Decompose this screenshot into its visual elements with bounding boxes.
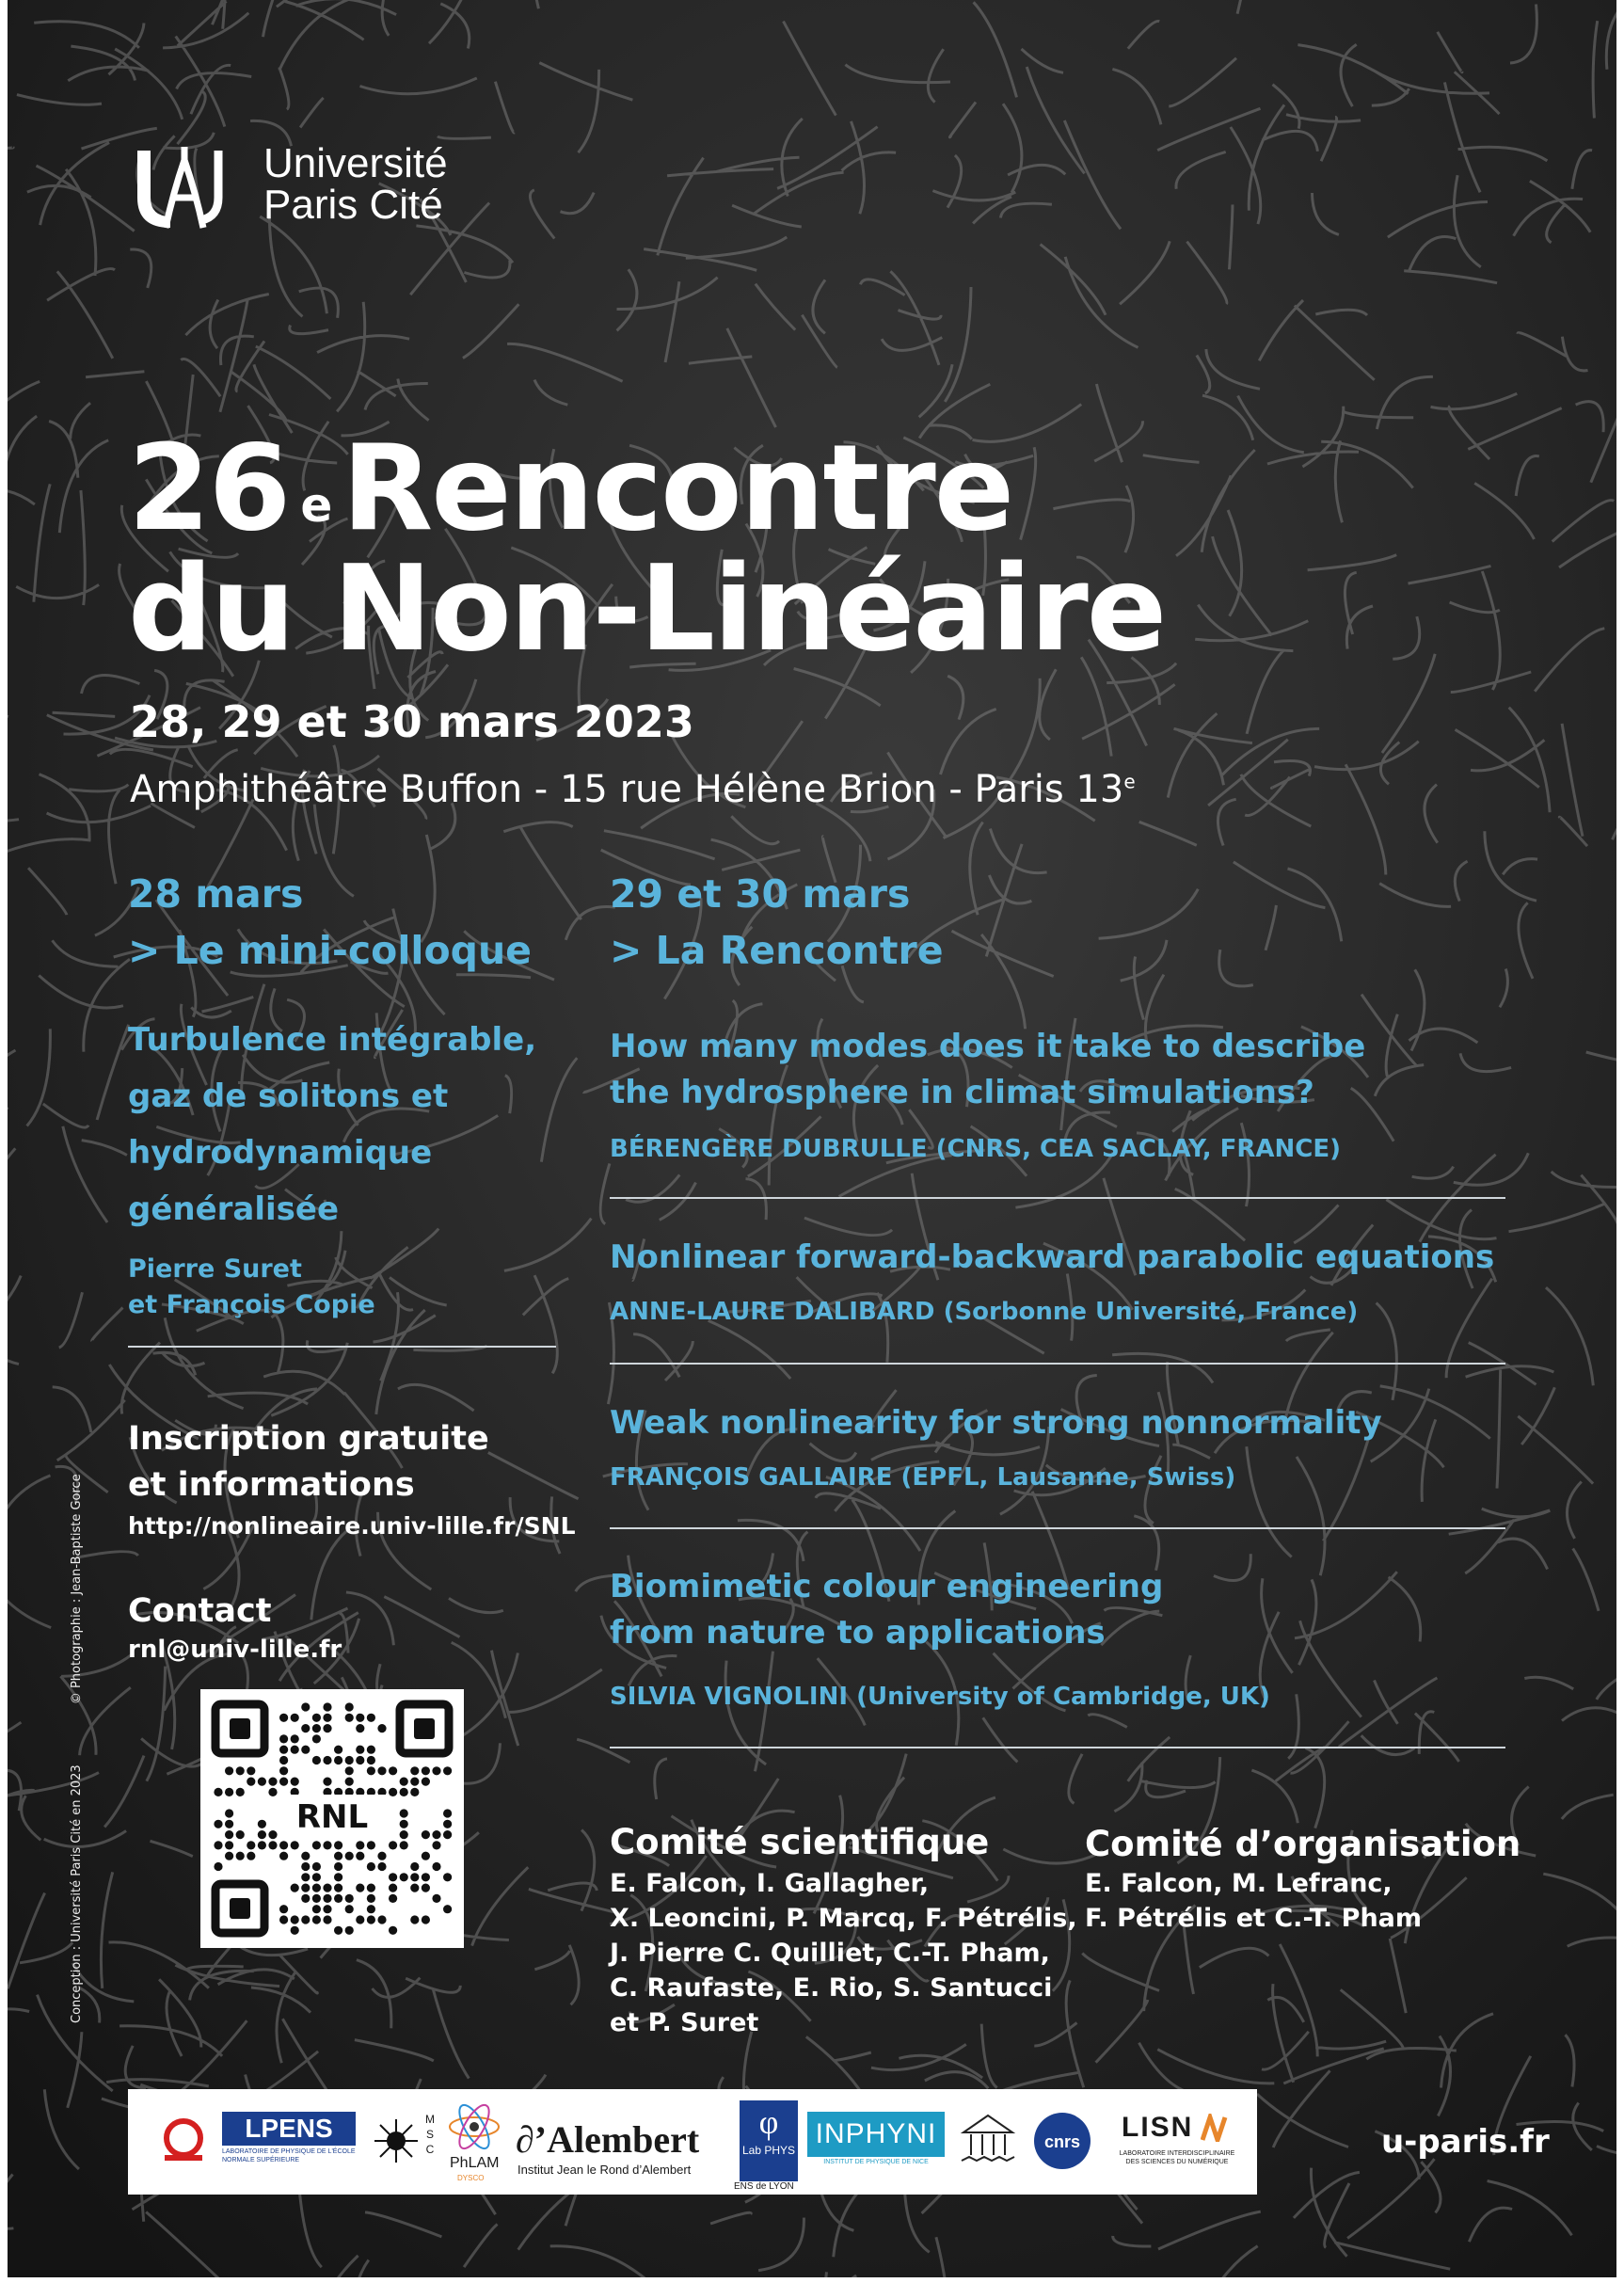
qr-dot (279, 1714, 288, 1722)
talk-4 (610, 1564, 1270, 1711)
qr-dot (345, 1714, 354, 1722)
qr-dot (323, 1756, 331, 1764)
qr-dot (356, 1756, 364, 1764)
qr-dot (356, 1915, 364, 1924)
speaker-line: Pierre Suret (128, 1254, 302, 1284)
qr-dot (312, 1905, 321, 1913)
qr-dot (422, 1852, 430, 1860)
talk-2 (610, 1235, 1494, 1326)
lpens-subtitle: LABORATOIRE DE PHYSIQUE DE L'ÉCOLE NORMALE SUPÉRIEURE (222, 2148, 356, 2163)
qr-dot (291, 1778, 299, 1786)
qr-dot (312, 1841, 321, 1849)
qr-dot (323, 1915, 331, 1924)
rencontre-date: 29 et 30 mars (610, 871, 911, 917)
contact-email-link[interactable]: rnl@univ-lille.fr (128, 1636, 342, 1664)
lisn-subtitle: LABORATOIRE INTERDISCIPLINAIRE DES SCIENCES DU NUMÉRIQUE (1119, 2150, 1235, 2165)
qr-dot (291, 1746, 299, 1754)
mini-colloque-heading: > Le mini-colloque (128, 928, 532, 973)
qr-dot (258, 1830, 266, 1839)
qr-dot (422, 1830, 430, 1839)
qr-dot (422, 1766, 430, 1775)
qr-dot (323, 1714, 331, 1722)
credits (70, 1474, 84, 2023)
qr-dot (291, 1884, 299, 1892)
qr-dot (279, 1905, 288, 1913)
qr-dot (312, 1884, 321, 1892)
qr-dot (400, 1830, 408, 1839)
inscription-block (128, 1416, 576, 1544)
qr-dot (291, 1714, 299, 1722)
qr-dot (345, 1702, 354, 1711)
qr-dot (214, 1820, 222, 1828)
qr-dot (432, 1862, 440, 1871)
qr-dot (410, 1766, 419, 1775)
inphyni-subtitle: INSTITUT DE PHYSIQUE DE NICE (823, 2159, 929, 2165)
ens-lyon-label: ENS de LYON (734, 2181, 794, 2192)
qr-dot (432, 1841, 440, 1849)
qr-dot (410, 1788, 419, 1796)
qr-dot (291, 1734, 299, 1743)
sfp-logo-icon (160, 2117, 207, 2164)
qr-dot (291, 1915, 299, 1924)
qr-dot (432, 1766, 440, 1775)
qr-dot (334, 1862, 342, 1871)
credit-conception: Conception : Université Paris Cité en 2023 (70, 1764, 84, 2023)
phi-icon: φ (758, 2103, 779, 2141)
lab-phys-logo: φ Lab PHYS (740, 2100, 798, 2181)
talk-divider (610, 1527, 1505, 1529)
qr-dot (225, 1852, 233, 1860)
qr-pattern-icon (200, 1689, 464, 1948)
qr-dot (214, 1788, 222, 1796)
talk-speaker: BÉRENGÈRE DUBRULLE (CNRS, CEA SACLAY, FRANCE) (610, 1135, 1342, 1163)
qr-dot (214, 1862, 222, 1871)
topic-line: Turbulence intégrable, (128, 1021, 537, 1059)
qr-dot (367, 1766, 375, 1775)
qr-dot (410, 1873, 419, 1881)
qr-dot (422, 1873, 430, 1881)
qr-dot (334, 1756, 342, 1764)
cnrs-logo-icon (1033, 2112, 1091, 2170)
institute-building-icon (958, 2110, 1018, 2170)
title-line1: 26 $^e$Rencontre (128, 419, 1013, 557)
qr-dot (432, 1830, 440, 1839)
comite-organisation-members: E. Falcon, M. Lefranc, F. Pétrélis et C.-T. Pham (1085, 1869, 1423, 1933)
qr-dot (291, 1841, 299, 1849)
qr-dot (323, 1884, 331, 1892)
talk-title: Nonlinear forward-backward parabolic equations (610, 1238, 1495, 1276)
qr-dot (377, 1766, 386, 1775)
qr-dot (291, 1926, 299, 1935)
qr-dot (367, 1915, 375, 1924)
qr-dot (377, 1852, 386, 1860)
qr-dot (225, 1809, 233, 1817)
qr-dot (443, 1905, 452, 1913)
qr-dot (345, 1852, 354, 1860)
qr-dot (247, 1778, 255, 1786)
qr-dot (345, 1894, 354, 1903)
qr-dot (236, 1852, 245, 1860)
qr-dot (236, 1788, 245, 1796)
mini-colloque-header (128, 866, 532, 979)
qr-dot (312, 1862, 321, 1871)
qr-dot (279, 1841, 288, 1849)
qr-dot (258, 1778, 266, 1786)
partner-logos (128, 2089, 1257, 2195)
phlam-label: PhLAM (450, 2155, 500, 2171)
qr-dot (356, 1746, 364, 1754)
qr-dot (443, 1873, 452, 1881)
qr-dot (377, 1724, 386, 1732)
qr-dot (334, 1852, 342, 1860)
qr-dot (345, 1756, 354, 1764)
inscription-url-link[interactable]: http://nonlineaire.univ-lille.fr/SNL (128, 1512, 576, 1540)
qr-dot (422, 1884, 430, 1892)
qr-dot (258, 1820, 266, 1828)
qr-dot (301, 1884, 310, 1892)
comite-organisation (1085, 1824, 1521, 1936)
qr-dot (301, 1702, 310, 1711)
qr-dot (345, 1926, 354, 1935)
qr-dot (389, 1884, 397, 1892)
talk-speaker: ANNE-LAURE DALIBARD (Sorbonne Université, France) (610, 1298, 1359, 1326)
qr-dot (312, 1724, 321, 1732)
mini-colloque-date: 28 mars (128, 871, 304, 917)
qr-dot (400, 1820, 408, 1828)
speaker-line: et François Copie (128, 1290, 375, 1319)
qr-dot (410, 1862, 419, 1871)
talk-divider (610, 1363, 1505, 1365)
university-logo-icon (128, 141, 241, 235)
qr-dot (258, 1841, 266, 1849)
qr-dot (301, 1862, 310, 1871)
qr-dot (312, 1714, 321, 1722)
qr-dot (301, 1915, 310, 1924)
qr-dot (367, 1714, 375, 1722)
lisn-logo: LISN (1122, 2112, 1194, 2143)
qr-dot (312, 1734, 321, 1743)
qr-dot (301, 1852, 310, 1860)
inscription-line1: Inscription gratuite (128, 1420, 489, 1458)
lisn-mark-icon (1201, 2114, 1231, 2142)
qr-dot (389, 1873, 397, 1881)
qr-dot (356, 1884, 364, 1892)
qr-dot (356, 1714, 364, 1722)
qr-dot (334, 1894, 342, 1903)
qr-dot (410, 1778, 419, 1786)
qr-dot (225, 1830, 233, 1839)
rencontre-heading: > La Rencontre (610, 928, 944, 973)
title-line2: du Non-Linéaire (128, 539, 1166, 678)
qr-dot (247, 1841, 255, 1849)
qr-dot (334, 1884, 342, 1892)
qr-dot (312, 1915, 321, 1924)
qr-dot (334, 1873, 342, 1881)
qr-dot (345, 1778, 354, 1786)
qr-dot (389, 1766, 397, 1775)
qr-dot (400, 1778, 408, 1786)
qr-dot (400, 1841, 408, 1849)
svg-text:cnrs: cnrs (1043, 2132, 1081, 2151)
qr-dot (279, 1766, 288, 1775)
qr-dot (367, 1894, 375, 1903)
qr-code[interactable] (200, 1689, 464, 1948)
qr-dot (301, 1873, 310, 1881)
qr-dot (279, 1778, 288, 1786)
contact-label: Contact (128, 1592, 272, 1630)
qr-dot (422, 1778, 430, 1786)
talk-3 (610, 1400, 1382, 1492)
phlam-atom-icon (446, 2099, 502, 2155)
qr-dot (410, 1915, 419, 1924)
qr-dot (345, 1766, 354, 1775)
qr-dot (367, 1862, 375, 1871)
qr-dot (323, 1894, 331, 1903)
qr-dot (268, 1778, 277, 1786)
qr-dot (389, 1841, 397, 1849)
credit-photo: © Photographie : Jean-Baptiste Gorce (70, 1474, 84, 1705)
qr-dot (443, 1830, 452, 1839)
qr-dot (301, 1746, 310, 1754)
qr-dot (443, 1766, 452, 1775)
qr-dot (443, 1820, 452, 1828)
rencontre-header (610, 866, 944, 979)
qr-dot (279, 1756, 288, 1764)
event-dates: 28, 29 et 30 mars 2023 (130, 696, 694, 747)
qr-dot (268, 1830, 277, 1839)
qr-dot (323, 1905, 331, 1913)
qr-dot (236, 1830, 245, 1839)
qr-dot (279, 1852, 288, 1860)
comite-scientifique-members: E. Falcon, I. Gallagher, X. Leoncini, P. Marcq, F. Pétrélis, J. Pierre C. Quilliet, C.-T. Pham, C. Raufaste, E. Rio, S. Santucci et P. Suret (610, 1869, 1077, 2037)
talk-1 (610, 1024, 1365, 1163)
mini-colloque-speakers (128, 1252, 375, 1323)
qr-dot (279, 1734, 288, 1743)
qr-dot (367, 1884, 375, 1892)
qr-dot (345, 1905, 354, 1913)
qr-dot (312, 1873, 321, 1881)
qr-dot (400, 1873, 408, 1881)
qr-dot (247, 1852, 255, 1860)
qr-dot (334, 1926, 342, 1935)
qr-dot (236, 1766, 245, 1775)
qr-dot (312, 1894, 321, 1903)
contact-block (128, 1589, 342, 1666)
qr-dot (422, 1915, 430, 1924)
qr-dot (279, 1915, 288, 1924)
talk-divider (610, 1197, 1505, 1199)
topic-line: généralisée (128, 1190, 340, 1228)
website-link[interactable]: u-paris.fr (1381, 2123, 1550, 2161)
qr-dot (367, 1841, 375, 1849)
qr-dot (225, 1820, 233, 1828)
qr-dot (389, 1788, 397, 1796)
qr-dot (214, 1841, 222, 1849)
talk-divider (610, 1747, 1505, 1748)
qr-dot (334, 1841, 342, 1849)
msc-logo-icon (371, 2115, 422, 2166)
qr-dot (389, 1926, 397, 1935)
qr-dot (247, 1766, 255, 1775)
qr-dot (356, 1852, 364, 1860)
university-name (263, 140, 448, 228)
qr-dot (312, 1756, 321, 1764)
comite-scientifique-heading: Comité scientifique (610, 1822, 990, 1862)
talk-title: Weak nonlinearity for strong nonnormality (610, 1404, 1382, 1442)
qr-dot (301, 1724, 310, 1732)
comite-organisation-heading: Comité d’organisation (1085, 1824, 1521, 1864)
mini-colloque-topic (128, 1012, 536, 1237)
dalembert-subtitle: Institut Jean le Rond d’Alembert (517, 2163, 692, 2177)
qr-dot (301, 1894, 310, 1903)
qr-dot (400, 1809, 408, 1817)
event-venue: Amphithéâtre Buffon - 15 rue Hélène Brion - Paris 13e (130, 768, 1136, 811)
poster (8, 0, 1616, 2277)
qr-dot (323, 1724, 331, 1732)
university-line1: Université (263, 140, 448, 186)
phlam-subtitle: DYSCO (457, 2174, 485, 2182)
qr-dot (334, 1746, 342, 1754)
qr-dot (323, 1702, 331, 1711)
inphyni-logo: INPHYNI (807, 2112, 945, 2157)
qr-dot (279, 1746, 288, 1754)
qr-dot (225, 1841, 233, 1849)
inscription-line2: et informations (128, 1466, 415, 1504)
dalembert-logo: ∂’Alembert (516, 2118, 700, 2161)
talk-title: How many modes does it take to describe the hydrosphere in climat simulations? (610, 1028, 1366, 1111)
talk-speaker: SILVIA VIGNOLINI (University of Cambridge, UK) (610, 1683, 1270, 1711)
qr-dot (225, 1788, 233, 1796)
event-title (128, 419, 1166, 678)
msc-label: MSC (425, 2113, 435, 2156)
qr-dot (367, 1756, 375, 1764)
comite-scientifique (610, 1822, 1077, 2040)
qr-dot (323, 1841, 331, 1849)
left-divider (128, 1346, 556, 1348)
qr-dot (225, 1766, 233, 1775)
talk-speaker: FRANÇOIS GALLAIRE (EPFL, Lausanne, Swiss) (610, 1463, 1236, 1492)
qr-dot (377, 1915, 386, 1924)
qr-dot (268, 1841, 277, 1849)
qr-dot (268, 1788, 277, 1796)
topic-line: hydrodynamique (128, 1134, 433, 1172)
topic-line: gaz de solitons et (128, 1078, 449, 1115)
qr-dot (432, 1894, 440, 1903)
qr-label: RNL (295, 1798, 369, 1836)
university-line2: Paris Cité (263, 182, 443, 228)
qr-dot (367, 1905, 375, 1913)
talk-title: Biomimetic colour engineering from nature to applications (610, 1568, 1164, 1652)
qr-dot (323, 1778, 331, 1786)
qr-dot (356, 1841, 364, 1849)
qr-dot (356, 1724, 364, 1732)
qr-dot (443, 1809, 452, 1817)
qr-dot (410, 1884, 419, 1892)
qr-dot (400, 1788, 408, 1796)
lpens-logo: LPENS (222, 2112, 356, 2146)
qr-dot (389, 1894, 397, 1903)
qr-dot (377, 1862, 386, 1871)
qr-dot (367, 1746, 375, 1754)
